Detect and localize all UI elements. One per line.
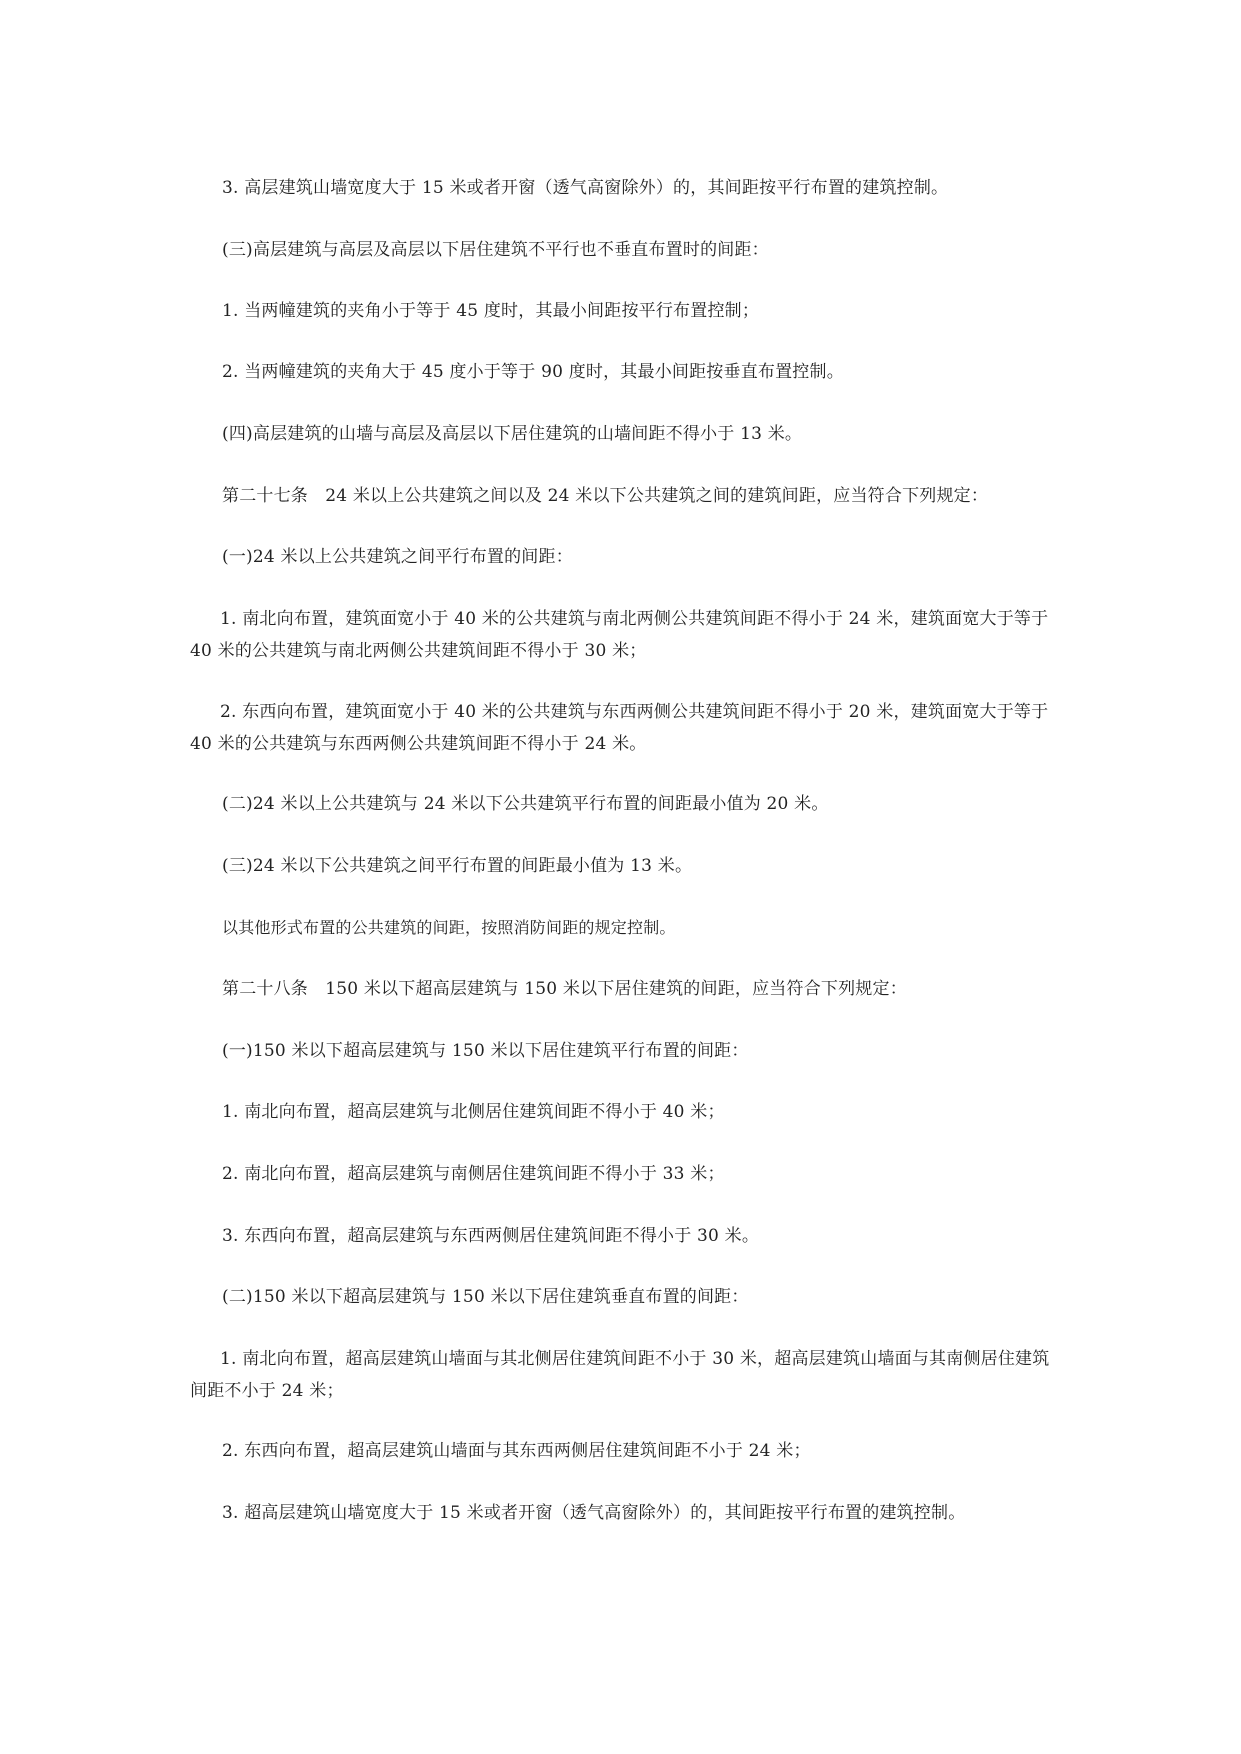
paragraph: 1. 南北向布置，超高层建筑山墙面与其北侧居住建筑间距不小于 30 米，超高层建筑山墙面与其南侧居住建筑间距不小于 24 米； xyxy=(190,1349,1050,1401)
paragraph: 2. 东西向布置，建筑面宽小于 40 米的公共建筑与东西两侧公共建筑间距不得小于 20 米，建筑面宽大于等于 40 米的公共建筑与东西两侧公共建筑间距不得小于 24 米。 xyxy=(190,702,1049,754)
paragraph: (一)24 米以上公共建筑之间平行布置的间距： xyxy=(222,547,573,567)
paragraph: (三)高层建筑与高层及高层以下居住建筑不平行也不垂直布置时的间距： xyxy=(222,240,769,260)
paragraph: 1. 南北向布置，超高层建筑与北侧居住建筑间距不得小于 40 米； xyxy=(222,1102,725,1122)
paragraph: 2. 南北向布置，超高层建筑与南侧居住建筑间距不得小于 33 米； xyxy=(222,1164,725,1184)
paragraph: (一)150 米以下超高层建筑与 150 米以下居住建筑平行布置的间距： xyxy=(222,1041,749,1061)
paragraph: (二)24 米以上公共建筑与 24 米以下公共建筑平行布置的间距最小值为 20 米。 xyxy=(222,794,829,814)
paragraph: 3. 超高层建筑山墙宽度大于 15 米或者开窗（透气高窗除外）的，其间距按平行布置的建筑控制。 xyxy=(222,1503,966,1523)
paragraph: 第二十八条 150 米以下超高层建筑与 150 米以下居住建筑的间距，应当符合下列规定： xyxy=(222,979,907,999)
paragraph: 以其他形式布置的公共建筑的间距，按照消防间距的规定控制。 xyxy=(222,918,676,937)
paragraph: 2. 当两幢建筑的夹角大于 45 度小于等于 90 度时，其最小间距按垂直布置控制。 xyxy=(222,362,844,382)
paragraph: 第二十七条 24 米以上公共建筑之间以及 24 米以下公共建筑之间的建筑间距，应当符合下列规定： xyxy=(222,486,989,506)
paragraph: (四)高层建筑的山墙与高层及高层以下居住建筑的山墙间距不得小于 13 米。 xyxy=(222,424,803,444)
paragraph: (三)24 米以下公共建筑之间平行布置的间距最小值为 13 米。 xyxy=(222,856,693,876)
paragraph: 3. 东西向布置，超高层建筑与东西两侧居住建筑间距不得小于 30 米。 xyxy=(222,1226,760,1246)
paragraph: 2. 东西向布置，超高层建筑山墙面与其东西两侧居住建筑间距不小于 24 米； xyxy=(222,1441,811,1461)
paragraph: 3. 高层建筑山墙宽度大于 15 米或者开窗（透气高窗除外）的，其间距按平行布置的建筑控制。 xyxy=(222,178,949,198)
paragraph: 1. 当两幢建筑的夹角小于等于 45 度时，其最小间距按平行布置控制； xyxy=(222,301,760,321)
paragraph: (二)150 米以下超高层建筑与 150 米以下居住建筑垂直布置的间距： xyxy=(222,1287,749,1307)
paragraph: 1. 南北向布置，建筑面宽小于 40 米的公共建筑与南北两侧公共建筑间距不得小于 24 米，建筑面宽大于等于 40 米的公共建筑与南北两侧公共建筑间距不得小于 30 米； xyxy=(190,609,1049,661)
